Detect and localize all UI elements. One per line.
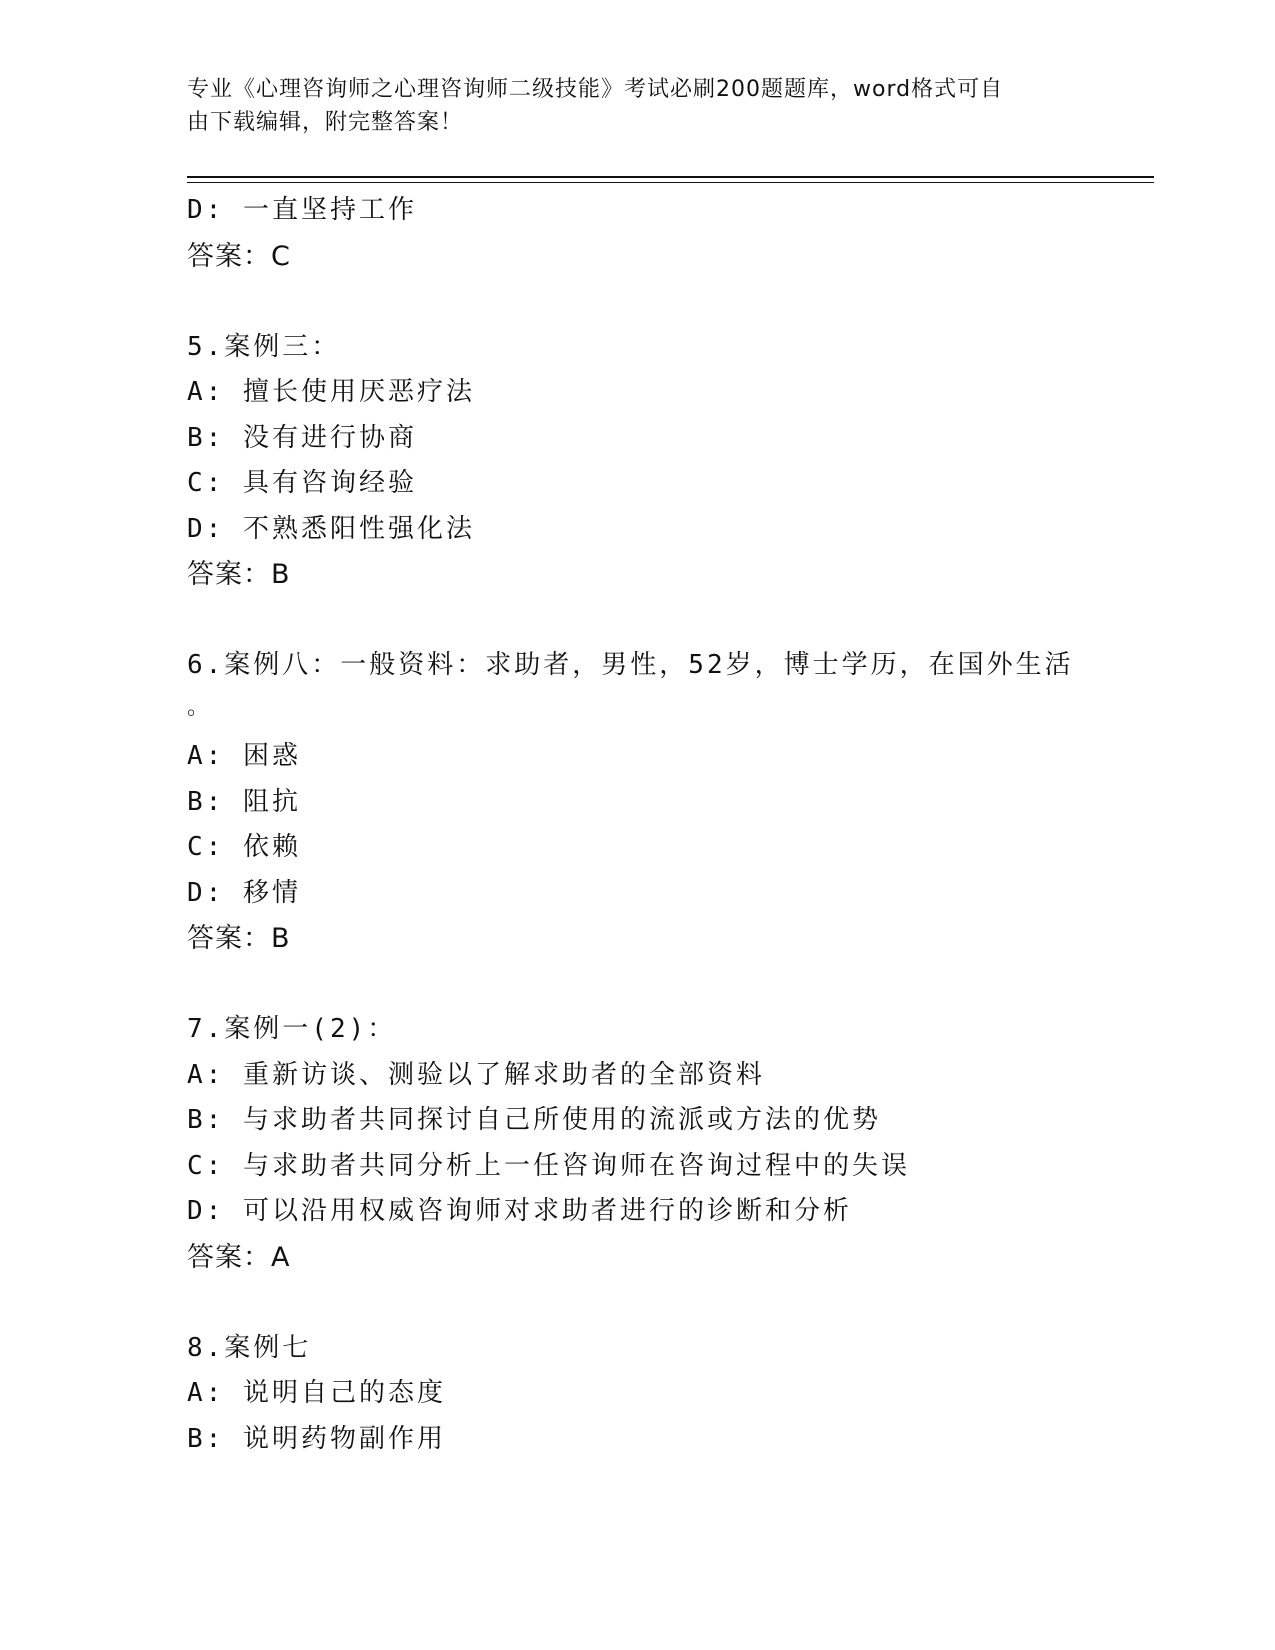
spacer — [187, 598, 1087, 644]
option-d: D: 移情 — [187, 877, 301, 908]
question-stem: 8.案例七 — [187, 1332, 312, 1363]
option-d: D: 可以沿用权威咨询师对求助者进行的诊断和分析 — [187, 1196, 852, 1226]
option-b: B: 阻抗 — [187, 786, 301, 817]
option-b: B: 没有进行协商 — [187, 422, 417, 453]
question-5 — [187, 325, 1087, 598]
prev-question-option-d: D: 一直坚持工作 — [187, 195, 417, 225]
header-divider-thin — [187, 182, 1154, 183]
option-b: B: 说明药物副作用 — [187, 1423, 446, 1454]
page-header — [187, 73, 1067, 139]
question-list — [187, 188, 1087, 1462]
question-8 — [187, 1326, 1087, 1463]
option-d: D: 不熟悉阳性强化法 — [187, 513, 475, 544]
question-stem: 7.案例一(2)： — [187, 1014, 397, 1044]
answer-line: 答案：B — [187, 923, 291, 954]
question-stem: 6.案例八：一般资料：求助者，男性，52岁，博士学历，在国外生活 — [187, 650, 1074, 680]
option-a: A: 擅长使用厌恶疗法 — [187, 377, 475, 407]
answer-line: 答案：B — [187, 559, 291, 590]
question-7 — [187, 1007, 1087, 1280]
spacer — [187, 279, 1087, 325]
option-c: C: 依赖 — [187, 832, 301, 862]
header-line-1: 专业《心理咨询师之心理咨询师二级技能》考试必刷200题题库，word格式可自 — [187, 77, 1004, 102]
option-b: B: 与求助者共同探讨自己所使用的流派或方法的优势 — [187, 1105, 881, 1135]
option-a: A: 困惑 — [187, 741, 301, 771]
spacer — [187, 962, 1087, 1008]
answer-line: 答案：A — [187, 1241, 291, 1273]
option-c: C: 具有咨询经验 — [187, 468, 417, 498]
option-a: A: 说明自己的态度 — [187, 1378, 446, 1408]
option-c: C: 与求助者共同分析上一任咨询师在咨询过程中的失误 — [187, 1150, 910, 1181]
spacer — [187, 1280, 1087, 1326]
question-stem: 5.案例三： — [187, 331, 341, 362]
header-divider-thick — [187, 176, 1154, 178]
prev-question-answer: 答案：C — [187, 240, 291, 272]
question-6 — [187, 643, 1087, 962]
option-a: A: 重新访谈、测验以了解求助者的全部资料 — [187, 1059, 765, 1090]
question-stem-continuation: 。 — [187, 694, 210, 720]
header-line-2: 由下载编辑，附完整答案！ — [187, 110, 464, 135]
